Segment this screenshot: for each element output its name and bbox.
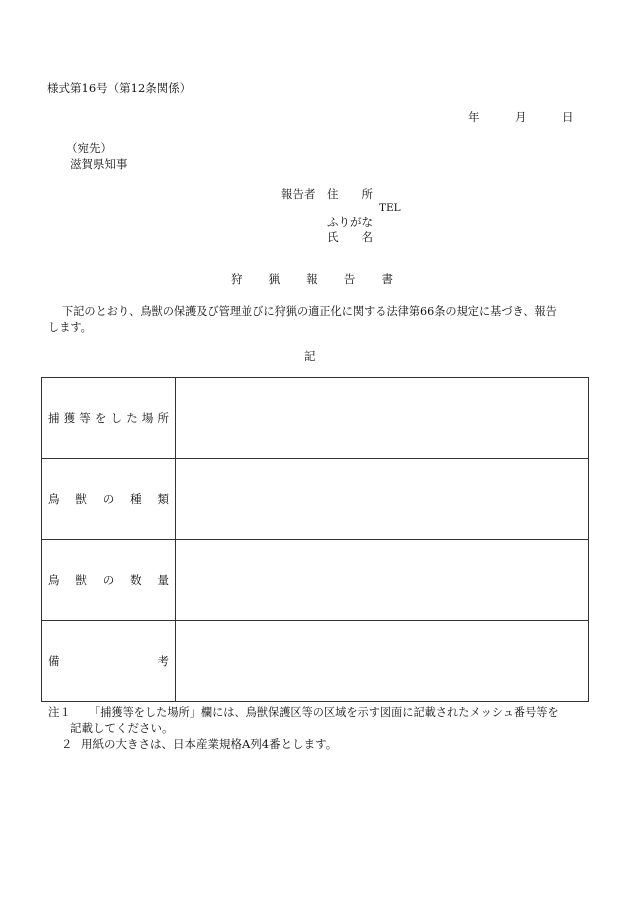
addressee: 滋賀県知事 (70, 157, 128, 171)
row-label-species: 鳥 獣 の 種 類 (42, 459, 176, 540)
note2-marker: ２ (61, 737, 73, 751)
title-char: 告 (343, 272, 356, 286)
body-text-line2: します。 (48, 321, 92, 334)
form-number: 様式第16号（第12条関係） (47, 81, 192, 95)
furigana-label: ふりがな (327, 215, 373, 229)
table-row (42, 621, 589, 702)
row-label-remarks: 備 考 (42, 621, 176, 702)
title-char: 狩 (231, 272, 243, 286)
body-text-line1: 下記のとおり、鳥獣の保護及び管理並びに狩猟の適正化に関する法律第66条の規定に基づき、報告 (62, 305, 557, 318)
row-label-capture-place: 捕 獲 等 を し た 場 所 (42, 378, 176, 459)
name-label: 氏 名 (327, 230, 373, 244)
date-month: 月 (515, 110, 527, 124)
report-table (41, 377, 589, 702)
row-label-quantity: 鳥 獣 の 数 量 (42, 540, 176, 621)
addressee-label: （宛先） (66, 141, 112, 155)
remarks-field[interactable] (176, 621, 589, 702)
table-row (42, 378, 589, 459)
ki-heading: 記 (304, 349, 316, 363)
quantity-field[interactable] (176, 540, 589, 621)
document-title (231, 271, 393, 287)
date-year: 年 (468, 110, 480, 124)
note1-line1: 「捕獲等をした場所」欄には、鳥獣保護区等の区域を示す図面に記載されたメッシュ番号等を (89, 706, 559, 719)
date-day: 日 (562, 110, 574, 124)
title-char: 報 (306, 272, 318, 286)
note1-line2: 記載してください。 (70, 721, 174, 735)
title-char: 猟 (268, 272, 281, 286)
capture-place-field[interactable] (176, 378, 589, 459)
reporter-label: 報告者 (281, 187, 316, 201)
tel-label: TEL (379, 202, 401, 214)
title-char: 書 (381, 272, 393, 286)
species-field[interactable] (176, 459, 589, 540)
address-label: 住 所 (327, 187, 373, 201)
note1-marker: 注１ (48, 705, 71, 719)
table-row (42, 459, 589, 540)
note2-text: 用紙の大きさは、日本産業規格A列4番とします。 (81, 737, 338, 751)
table-row (42, 540, 589, 621)
